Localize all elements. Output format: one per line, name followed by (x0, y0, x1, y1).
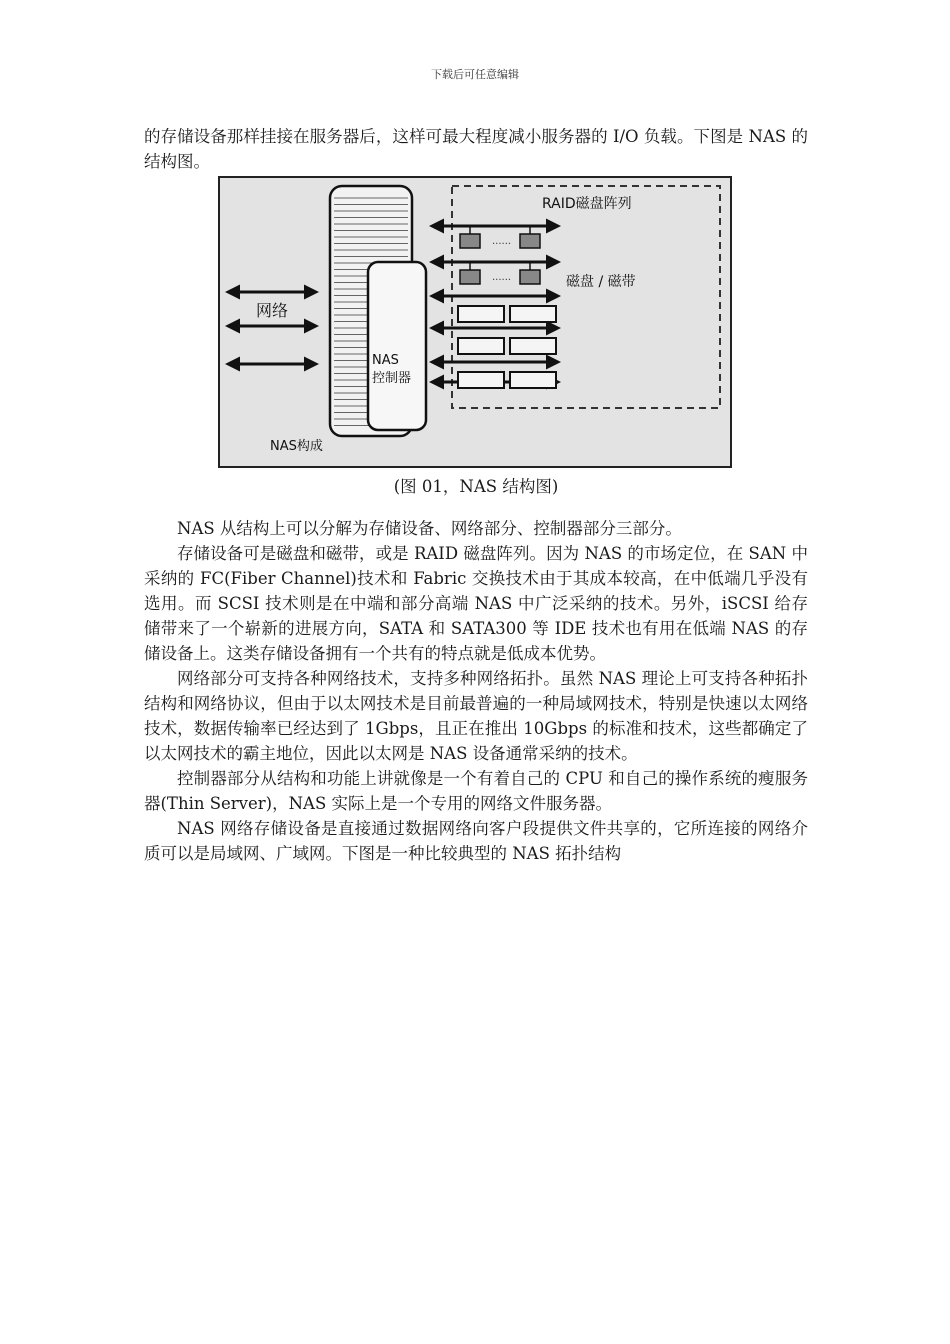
paragraph-network: 网络部分可支持各种网络技术，支持多种网络拓扑。虽然 NAS 理论上可支持各种拓扑结构和网络协议，但由于以太网技术是目前最普遍的一种局域网技术，特别是快速以太网络技术，数据传输率已经达到了 1Gbps，且正在推出 10Gbps 的标准和技术，这些都确定了以太网技术的霸主地位，因此以太网是 NAS 设备通常采纳的技术。 (144, 669, 808, 763)
dots-row-2: ...... (492, 272, 512, 283)
disk-unit (520, 270, 540, 284)
paragraph-topology: NAS 网络存储设备是直接通过数据网络向客户段提供文件共享的，它所连接的网络介质可以是局域网、广域网。下图是一种比较典型的 NAS 拓扑结构 (144, 819, 808, 863)
raid-array-label: RAID磁盘阵列 (542, 196, 632, 212)
intro-paragraph: 的存储设备那样挂接在服务器后，这样可最大程度减小服务器的 I/O 负载。下图是 NAS 的结构图。 (144, 127, 808, 171)
network-label: 网络 (256, 301, 289, 320)
tape-unit (458, 372, 504, 388)
paragraph-storage: 存储设备可是磁盘和磁带，或是 RAID 磁盘阵列。因为 NAS 的市场定位，在 SAN 中采纳的 FC(Fiber Channel)技术和 Fabric 交换技术由于其成本较高，在中低端几乎没有选用。而 SCSI 技术则是在中端和部分高端 NAS 中广泛采纳的技术。另外，iSCSI 给存储带来了一个崭新的进展方向，SATA 和 SATA300 等 IDE 技术也有用在低端 NAS 的存储设备上。这类存储设备拥有一个共有的特点就是低成本优势。 (144, 544, 808, 663)
nas-structure-diagram (218, 176, 732, 468)
tape-unit (510, 372, 556, 388)
tape-unit (458, 338, 504, 354)
controller-label-line2: 控制器 (372, 371, 412, 386)
disk-unit (520, 234, 540, 248)
tape-units (458, 306, 556, 388)
controller-label-line1: NAS (372, 353, 399, 368)
document-body (144, 124, 808, 866)
disk-arrows (432, 226, 558, 382)
tape-unit (510, 338, 556, 354)
tape-unit (510, 306, 556, 322)
tape-unit (458, 306, 504, 322)
disk-unit (460, 234, 480, 248)
figure-container (144, 174, 808, 516)
paragraph-controller: 控制器部分从结构和功能上讲就像是一个有着自己的 CPU 和自己的操作系统的瘦服务器(Thin Server)，NAS 实际上是一个专用的网络文件服务器。 (144, 769, 808, 813)
disk-tape-label: 磁盘 / 磁带 (566, 274, 636, 290)
dots-row-1: ...... (492, 236, 512, 247)
disk-unit (460, 270, 480, 284)
nas-controller-box (368, 262, 426, 430)
nas-composition-label: NAS构成 (270, 439, 323, 454)
page-header: 下载后可任意编辑 (431, 68, 519, 81)
paragraph-structure: NAS 从结构上可以分解为存储设备、网络部分、控制器部分三部分。 (177, 519, 682, 538)
figure-caption: (图 01，NAS 结构图) (393, 477, 559, 496)
